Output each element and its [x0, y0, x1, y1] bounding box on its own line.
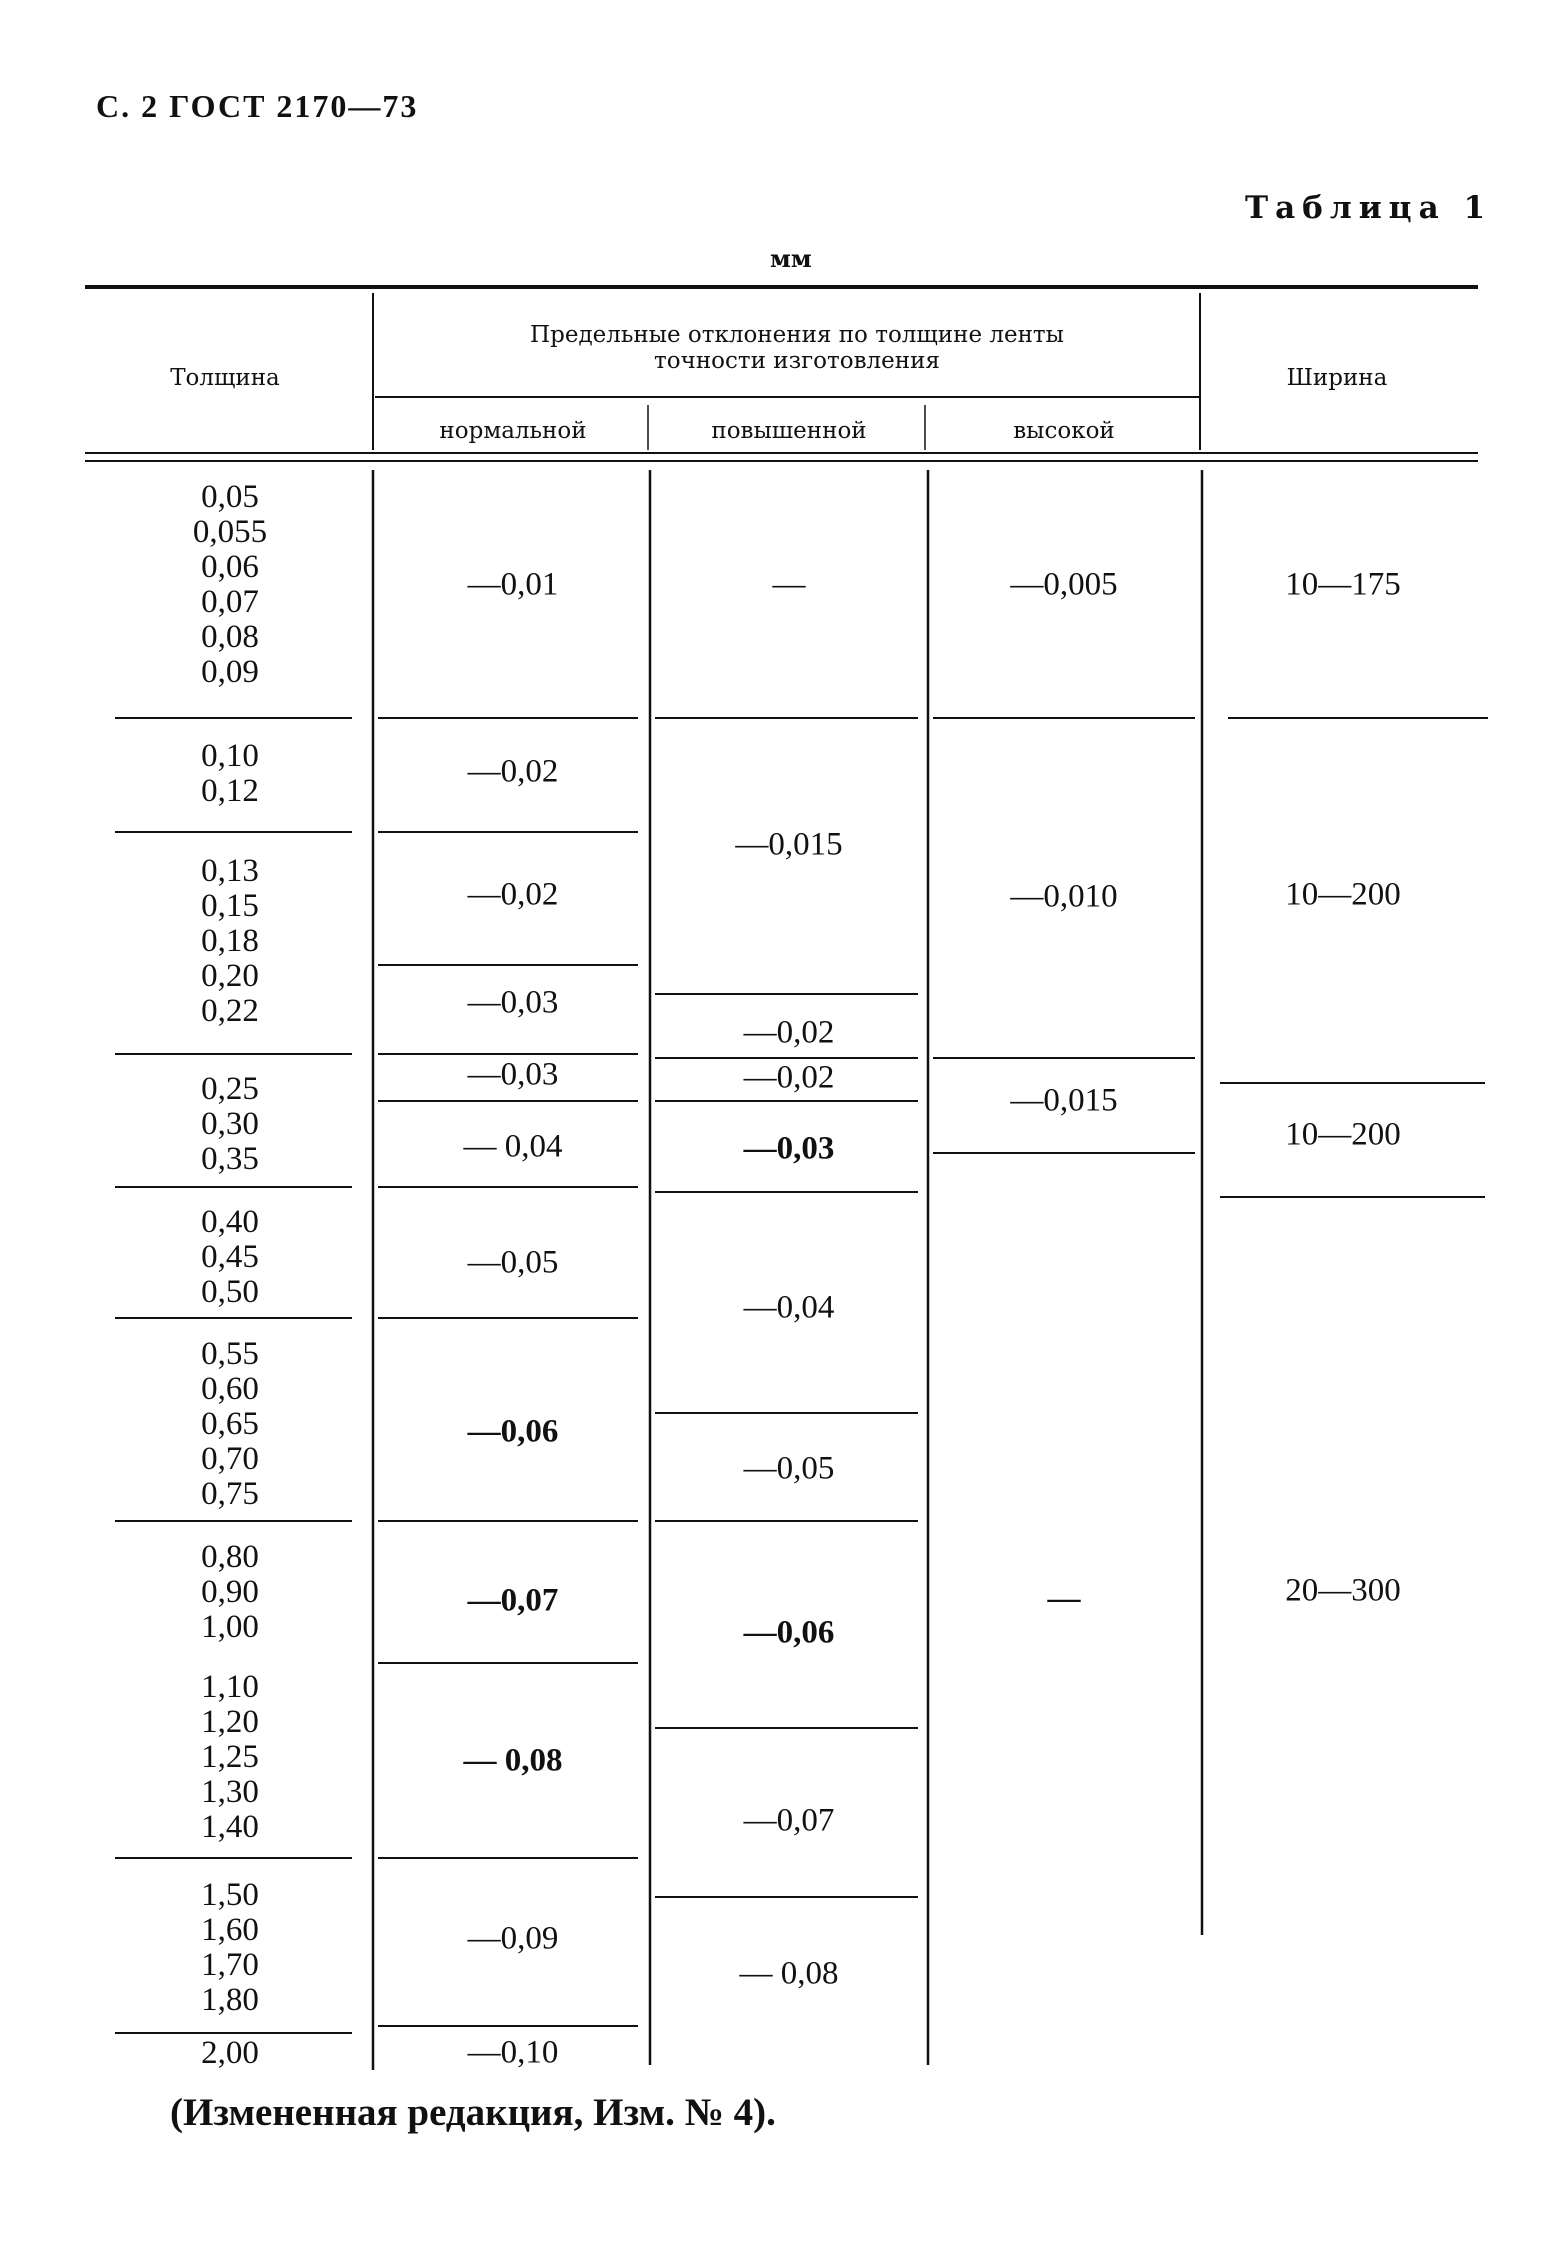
normal-value: — 0,04	[463, 1128, 563, 1165]
high-value: —0,005	[1010, 566, 1118, 603]
thickness-value: 0,15	[201, 888, 259, 924]
header-deviation-line1: Предельные отклонения по толщине ленты	[530, 322, 1064, 348]
thickness-value: 0,22	[201, 993, 259, 1029]
thickness-value: 0,50	[201, 1274, 259, 1310]
thickness-value: 0,07	[201, 584, 259, 620]
thickness-value: 0,45	[201, 1239, 259, 1275]
increased-value: —0,07	[743, 1802, 835, 1839]
thickness-value: 0,05	[201, 479, 259, 515]
thickness-value: 0,13	[201, 853, 259, 889]
normal-value: —0,10	[467, 2034, 559, 2071]
table-label: Таблица 1	[1245, 190, 1493, 226]
normal-value: —0,06	[467, 1413, 559, 1450]
thickness-value: 0,35	[201, 1141, 259, 1177]
thickness-group	[160, 1337, 300, 1512]
normal-value: —0,03	[467, 984, 559, 1021]
normal-value: —0,01	[467, 566, 559, 603]
increased-value: —0,03	[743, 1130, 835, 1167]
width-value: 10—200	[1285, 876, 1401, 913]
thickness-group	[160, 2036, 300, 2071]
increased-value: —0,04	[743, 1289, 835, 1326]
thickness-value: 0,60	[201, 1371, 259, 1407]
footnote: (Измененная редакция, Изм. № 4).	[170, 2091, 776, 2134]
width-value: 20—300	[1285, 1572, 1401, 1609]
thickness-group	[160, 1205, 300, 1310]
thickness-value: 0,65	[201, 1406, 259, 1442]
normal-value: —0,05	[467, 1244, 559, 1281]
thickness-value: 0,30	[201, 1106, 259, 1142]
thickness-value: 0,055	[192, 514, 268, 550]
thickness-group	[160, 1670, 300, 1845]
increased-value: —	[772, 566, 806, 603]
normal-value: —0,09	[467, 1920, 559, 1957]
increased-value: —0,06	[743, 1614, 835, 1651]
thickness-value: 0,09	[201, 654, 259, 690]
header-high: высокой	[1013, 418, 1115, 444]
thickness-value: 0,75	[201, 1476, 259, 1512]
thickness-value: 1,00	[201, 1609, 259, 1645]
thickness-value: 1,30	[201, 1774, 259, 1810]
thickness-value: 0,55	[201, 1336, 259, 1372]
thickness-value: 0,70	[201, 1441, 259, 1477]
thickness-value: 0,25	[201, 1071, 259, 1107]
thickness-value: 1,70	[201, 1947, 259, 1983]
thickness-value: 0,10	[201, 738, 259, 774]
thickness-value: 0,20	[201, 958, 259, 994]
thickness-value: 1,60	[201, 1912, 259, 1948]
normal-value: —0,02	[467, 753, 559, 790]
header-deviation-line2: точности изготовления	[654, 348, 940, 374]
width-value: 10—175	[1285, 566, 1401, 603]
thickness-value: 0,12	[201, 773, 259, 809]
thickness-value: 2,00	[201, 2035, 259, 2071]
high-value: —	[1047, 1580, 1081, 1617]
thickness-value: 0,80	[201, 1539, 259, 1575]
header-increased: повышенной	[711, 418, 867, 444]
normal-value: —0,02	[467, 876, 559, 913]
header-normal: нормальной	[439, 418, 587, 444]
high-value: —0,010	[1010, 878, 1118, 915]
thickness-value: 1,25	[201, 1739, 259, 1775]
header-width: Ширина	[1286, 365, 1388, 391]
header-thickness: Толщина	[170, 365, 280, 391]
thickness-value: 0,08	[201, 619, 259, 655]
thickness-value: 0,06	[201, 549, 259, 585]
thickness-group	[160, 739, 300, 809]
thickness-group	[160, 480, 300, 690]
thickness-value: 0,18	[201, 923, 259, 959]
thickness-group	[160, 1878, 300, 2018]
normal-value: —0,03	[467, 1056, 559, 1093]
page-header: С. 2 ГОСТ 2170—73	[96, 88, 419, 124]
increased-value: —0,05	[743, 1450, 835, 1487]
thickness-group	[160, 854, 300, 1029]
width-value: 10—200	[1285, 1116, 1401, 1153]
increased-value: —0,02	[743, 1059, 835, 1096]
thickness-group	[160, 1072, 300, 1177]
high-value: —0,015	[1010, 1082, 1118, 1119]
thickness-value: 1,20	[201, 1704, 259, 1740]
normal-value: —0,07	[467, 1582, 559, 1619]
units-label: мм	[770, 244, 812, 273]
increased-value: — 0,08	[739, 1955, 839, 1992]
thickness-group	[160, 1540, 300, 1645]
thickness-value: 1,40	[201, 1809, 259, 1845]
increased-value: —0,02	[743, 1014, 835, 1051]
thickness-value: 1,50	[201, 1877, 259, 1913]
thickness-value: 0,40	[201, 1204, 259, 1240]
thickness-value: 1,80	[201, 1982, 259, 2018]
thickness-value: 0,90	[201, 1574, 259, 1610]
increased-value: —0,015	[735, 826, 843, 863]
thickness-value: 1,10	[201, 1669, 259, 1705]
normal-value: — 0,08	[463, 1742, 563, 1779]
